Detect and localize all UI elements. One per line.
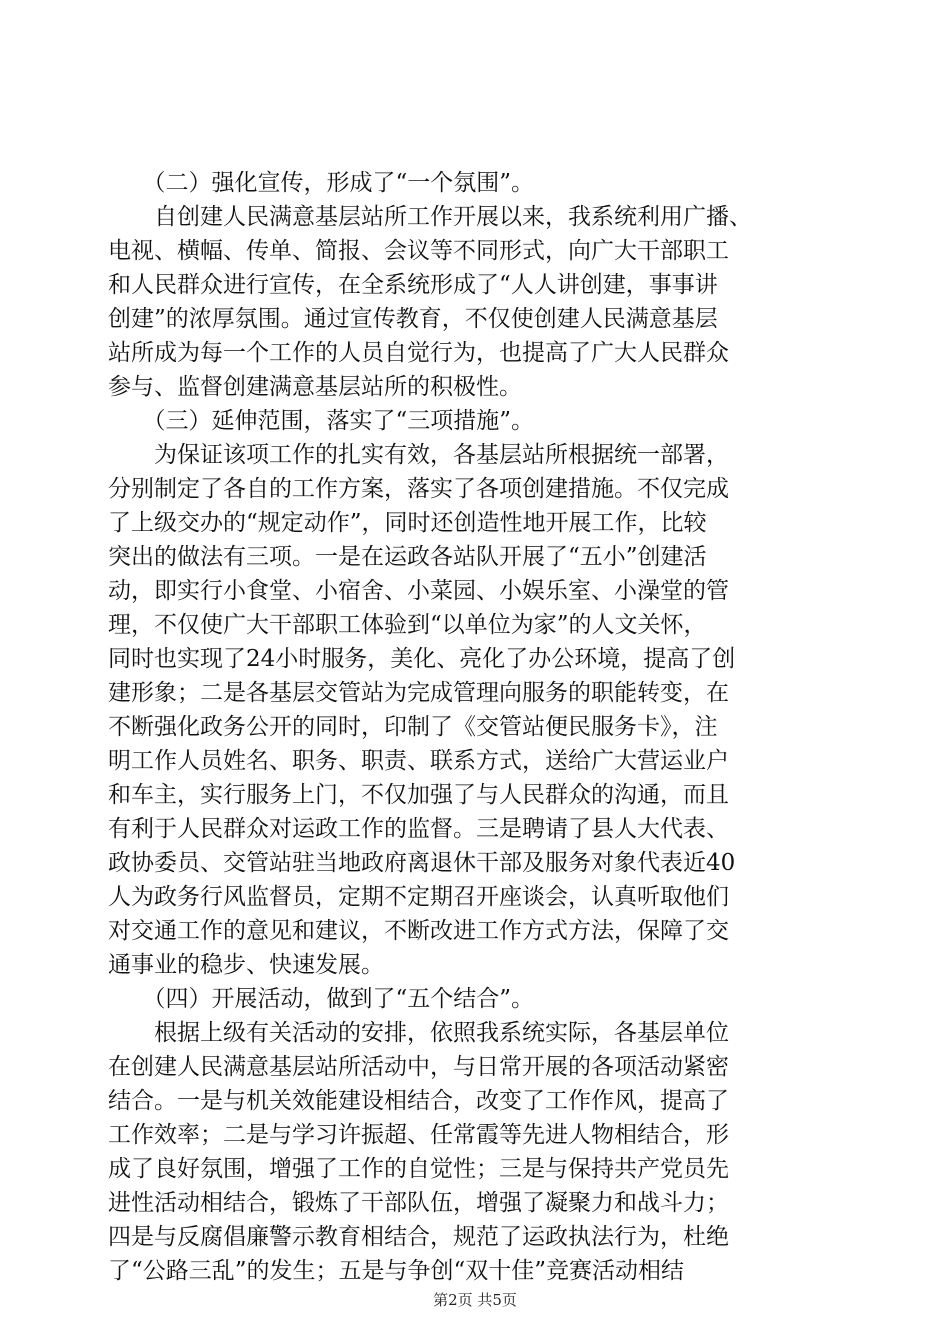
text-line: 四是与反腐倡廉警示教育相结合，规范了运政执法行为，杜绝 bbox=[108, 1224, 729, 1250]
text-line: 参与、监督创建满意基层站所的积极性。 bbox=[108, 374, 522, 400]
text-line: 在创建人民满意基层站所活动中，与日常开展的各项活动紧密 bbox=[108, 1054, 729, 1080]
text-line: 站所成为每一个工作的人员自觉行为，也提高了广大人民群众 bbox=[108, 340, 729, 366]
text-line: （二）强化宣传，形成了“一个氛围”。 bbox=[108, 170, 535, 196]
text-line: 成了良好氛围，增强了工作的自觉性；三是与保持共产党员先 bbox=[108, 1156, 729, 1182]
text-line: 人为政务行风监督员，定期不定期召开座谈会，认真听取他们 bbox=[108, 884, 729, 910]
text-line: 自创建人民满意基层站所工作开展以来，我系统利用广播、 bbox=[108, 204, 752, 230]
text-line: （四）开展活动，做到了“五个结合”。 bbox=[108, 986, 535, 1012]
text-line: 结合。一是与机关效能建设相结合，改变了工作作风，提高了 bbox=[108, 1088, 729, 1114]
text-line: 政协委员、交管站驻当地政府离退休干部及服务对象代表近40 bbox=[108, 850, 736, 876]
text-line: （三）延伸范围，落实了“三项措施”。 bbox=[108, 408, 535, 434]
text-line: 对交通工作的意见和建议，不断改进工作方式方法，保障了交 bbox=[108, 918, 729, 944]
document-body bbox=[108, 166, 832, 1288]
text-line: 明工作人员姓名、职务、职责、联系方式，送给广大营运业户 bbox=[108, 748, 729, 774]
text-line: 通事业的稳步、快速发展。 bbox=[108, 952, 384, 978]
text-line: 工作效率；二是与学习许振超、任常霞等先进人物相结合，形 bbox=[108, 1122, 729, 1148]
text-line: 不断强化政务公开的同时，印制了《交管站便民服务卡》，注 bbox=[108, 714, 718, 740]
text-line: 同时也实现了24小时服务，美化、亮化了办公环境，提高了创 bbox=[108, 646, 736, 672]
text-line: 建形象；二是各基层交管站为完成管理向服务的职能转变，在 bbox=[108, 680, 729, 706]
text-line: 了“公路三乱”的发生；五是与争创“双十佳”竞赛活动相结 bbox=[108, 1258, 685, 1284]
text-line: 为保证该项工作的扎实有效，各基层站所根据统一部署， bbox=[108, 442, 729, 468]
text-line: 动，即实行小食堂、小宿舍、小菜园、小娱乐室、小澡堂的管 bbox=[108, 578, 729, 604]
page-footer: 第2页 共5页 bbox=[433, 1291, 517, 1309]
text-line: 分别制定了各自的工作方案，落实了各项创建措施。不仅完成 bbox=[108, 476, 729, 502]
text-line: 理，不仅使广大干部职工体验到“以单位为家”的人文关怀， bbox=[108, 612, 707, 638]
text-line: 电视、横幅、传单、简报、会议等不同形式，向广大干部职工 bbox=[108, 238, 729, 264]
text-line: 和车主，实行服务上门，不仅加强了与人民群众的沟通，而且 bbox=[108, 782, 729, 808]
text-line: 创建”的浓厚氛围。通过宣传教育，不仅使创建人民满意基层 bbox=[108, 306, 718, 332]
text-line: 根据上级有关活动的安排，依照我系统实际，各基层单位 bbox=[108, 1020, 729, 1046]
text-line: 有利于人民群众对运政工作的监督。三是聘请了县人大代表、 bbox=[108, 816, 729, 842]
text-line: 了上级交办的“规定动作”，同时还创造性地开展工作，比较 bbox=[108, 510, 707, 536]
text-line: 进性活动相结合，锻炼了干部队伍，增强了凝聚力和战斗力； bbox=[108, 1190, 729, 1216]
text-line: 突出的做法有三项。一是在运政各站队开展了“五小”创建活 bbox=[108, 544, 707, 570]
text-line: 和人民群众进行宣传，在全系统形成了“人人讲创建，事事讲 bbox=[108, 272, 718, 298]
